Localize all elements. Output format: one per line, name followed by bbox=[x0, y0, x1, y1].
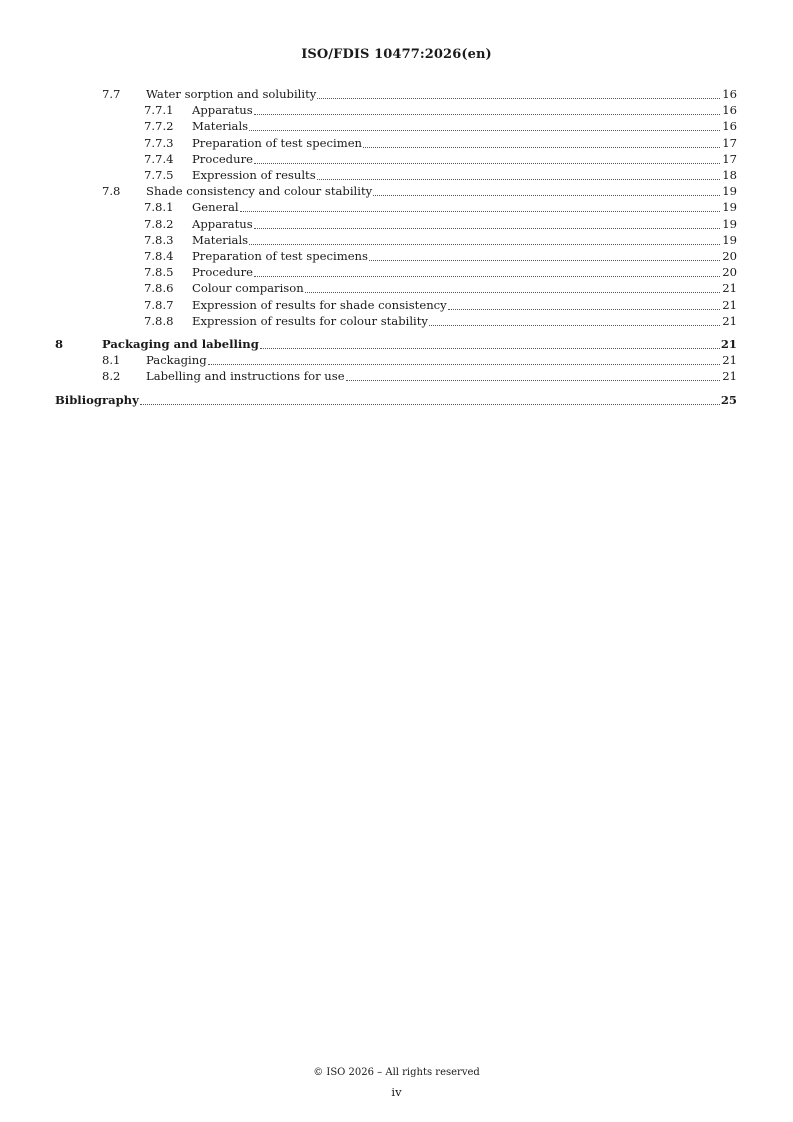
dot-leader bbox=[260, 347, 720, 349]
toc-entry-page: 20 bbox=[722, 249, 737, 263]
toc-entry-title: Materials bbox=[192, 119, 249, 134]
dot-leader bbox=[346, 379, 720, 381]
toc-entry-title: Materials bbox=[192, 232, 249, 247]
toc-entry[interactable] bbox=[144, 135, 737, 151]
toc-entry-number: 7.8.3 bbox=[144, 232, 174, 247]
toc-entry[interactable] bbox=[55, 392, 737, 408]
toc-entry-number: 7.8.2 bbox=[144, 216, 174, 231]
dot-leader bbox=[305, 291, 720, 293]
toc-entry[interactable] bbox=[144, 232, 737, 248]
dot-leader bbox=[448, 308, 720, 310]
toc-entry-page: 19 bbox=[722, 184, 737, 199]
toc-entry-page: 21 bbox=[722, 281, 737, 296]
toc-entry-number: 7.8.1 bbox=[144, 200, 174, 215]
toc-entry-page: 18 bbox=[722, 168, 737, 182]
toc-entry[interactable] bbox=[144, 199, 737, 215]
dot-leader bbox=[369, 259, 720, 261]
toc-entry-page: 19 bbox=[722, 216, 737, 231]
toc-entry-page: 20 bbox=[722, 265, 737, 280]
toc-entry[interactable] bbox=[144, 151, 737, 167]
toc-entry-number: 7.7.4 bbox=[144, 151, 174, 166]
toc-entry[interactable] bbox=[144, 167, 737, 183]
toc-entry-number: 7.7.2 bbox=[144, 119, 174, 134]
dot-leader bbox=[317, 97, 720, 99]
toc-entry[interactable] bbox=[102, 352, 737, 368]
toc-entry-number: 8.2 bbox=[102, 369, 121, 384]
toc-entry-number: 7.8.4 bbox=[144, 249, 174, 263]
toc-entry-page: 19 bbox=[722, 200, 737, 215]
toc-entry-number: 7.8.5 bbox=[144, 265, 174, 280]
dot-leader bbox=[240, 210, 720, 212]
dot-leader bbox=[208, 363, 720, 365]
toc-entry-title: Expression of results for shade consistency bbox=[192, 297, 447, 312]
dot-leader bbox=[317, 178, 720, 180]
toc-entry[interactable] bbox=[144, 313, 737, 329]
toc-entry-title: Bibliography bbox=[55, 392, 139, 407]
toc-entry-title: Colour comparison bbox=[192, 281, 304, 296]
toc-entry-page: 25 bbox=[720, 392, 737, 407]
toc-entry-title: Apparatus bbox=[192, 103, 253, 118]
toc-entry[interactable] bbox=[144, 248, 737, 264]
toc-entry-title: Expression of results for colour stability bbox=[192, 313, 428, 328]
toc-entry-page: 19 bbox=[722, 232, 737, 247]
toc-entry[interactable] bbox=[144, 297, 737, 313]
toc-entry-title: Procedure bbox=[192, 265, 253, 280]
toc-entry[interactable] bbox=[102, 368, 737, 384]
toc-entry-page: 21 bbox=[722, 353, 737, 368]
dot-leader bbox=[254, 113, 720, 115]
dot-leader bbox=[254, 162, 720, 164]
toc-entry-page: 21 bbox=[722, 369, 737, 384]
toc-entry-title: General bbox=[192, 200, 239, 215]
dot-leader bbox=[429, 324, 720, 326]
toc-entry-number: 7.8.7 bbox=[144, 297, 174, 312]
page-number: iv bbox=[391, 1085, 402, 1099]
toc-entry-number: 7.7.1 bbox=[144, 103, 174, 118]
toc-entry-page: 17 bbox=[722, 151, 737, 166]
toc-entry-number: 7.7.5 bbox=[144, 168, 174, 182]
toc-entry-title: Preparation of test specimen bbox=[192, 135, 363, 150]
toc-entry-page: 16 bbox=[722, 103, 737, 118]
toc-entry-number: 7.7 bbox=[102, 87, 121, 101]
toc-entry-title: Water sorption and solubility bbox=[146, 87, 317, 101]
toc-entry-title: Preparation of test specimens bbox=[192, 249, 368, 263]
dot-leader bbox=[249, 243, 720, 245]
toc-entry-number: 7.8.8 bbox=[144, 313, 174, 328]
toc-entry[interactable] bbox=[102, 86, 737, 102]
toc-entry-page: 21 bbox=[720, 337, 737, 351]
dot-leader bbox=[140, 403, 720, 405]
toc-entry-number: 7.8 bbox=[102, 184, 121, 199]
toc-entry-page: 21 bbox=[722, 297, 737, 312]
toc-entry-number: 7.8.6 bbox=[144, 281, 174, 296]
toc-entry-page: 21 bbox=[722, 313, 737, 328]
toc-entry-number: 8 bbox=[55, 337, 64, 351]
toc-entry-title: Packaging bbox=[146, 353, 207, 368]
toc-entry[interactable] bbox=[144, 264, 737, 280]
toc-entry[interactable] bbox=[144, 280, 737, 296]
toc-entry-title: Shade consistency and colour stability bbox=[146, 184, 373, 199]
toc-entry-title: Packaging and labelling bbox=[102, 337, 259, 351]
toc-entry-title: Procedure bbox=[192, 151, 253, 166]
dot-leader bbox=[363, 146, 720, 148]
toc-entry-title: Expression of results bbox=[192, 168, 316, 182]
toc-entry-page: 16 bbox=[722, 119, 737, 134]
copyright-notice: © ISO 2026 – All rights reserved bbox=[313, 1067, 480, 1078]
toc-entry-number: 8.1 bbox=[102, 353, 121, 368]
dot-leader bbox=[254, 227, 720, 229]
toc-entry[interactable] bbox=[144, 216, 737, 232]
document-header: ISO/FDIS 10477:2026(en) bbox=[301, 47, 492, 62]
toc-entry-page: 17 bbox=[722, 135, 737, 150]
toc-entry[interactable] bbox=[144, 118, 737, 134]
toc-entry[interactable] bbox=[55, 336, 737, 352]
dot-leader bbox=[249, 129, 720, 131]
dot-leader bbox=[373, 194, 720, 196]
toc-entry-number: 7.7.3 bbox=[144, 135, 174, 150]
toc-entry[interactable] bbox=[102, 183, 737, 199]
toc-entry-title: Apparatus bbox=[192, 216, 253, 231]
toc-entry-page: 16 bbox=[722, 87, 737, 101]
toc-entry-title: Labelling and instructions for use bbox=[146, 369, 345, 384]
dot-leader bbox=[254, 275, 720, 277]
toc-entry[interactable] bbox=[144, 102, 737, 118]
